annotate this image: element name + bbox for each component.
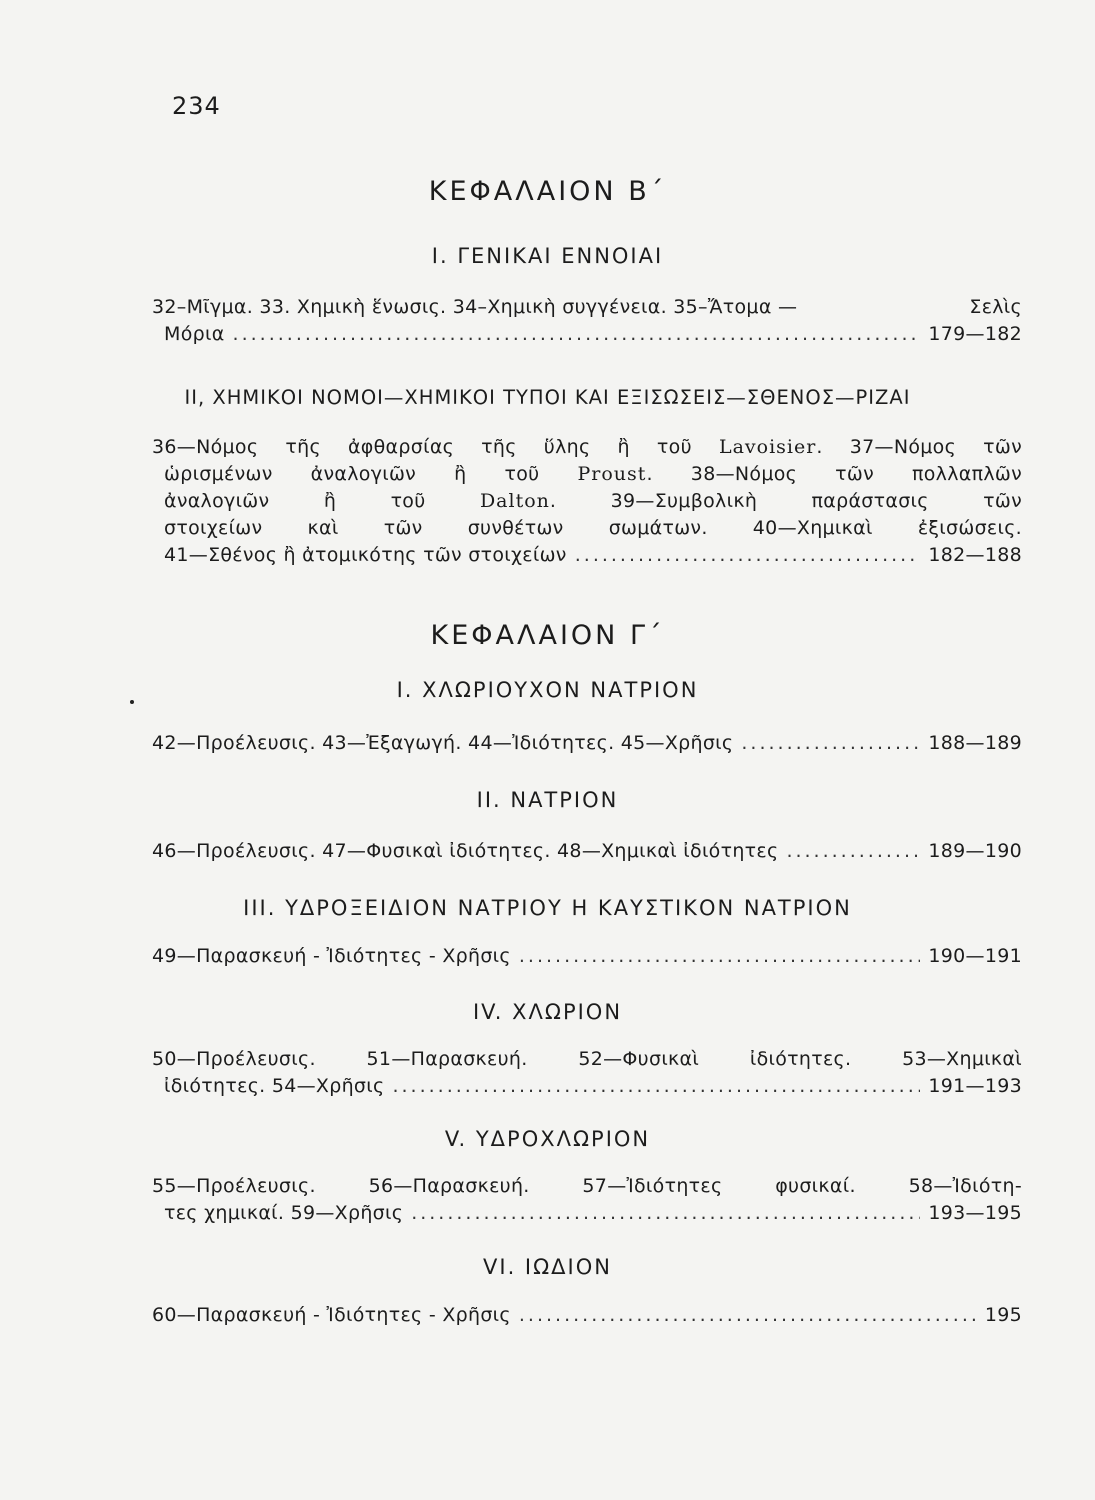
leader-dots (575, 542, 921, 569)
entry-line: ὡρισμένων ἀναλογιῶν ἢ τοῦ Proust. 38—Νόμος τῶν πολλαπλῶν (164, 463, 1022, 485)
entry-line: 36—Νόμος τῆς ἀφθαρσίας τῆς ὕλης ἢ τοῦ Lavoisier. 37—Νόμος τῶν (152, 436, 1022, 458)
page-range: 191—193 (928, 1075, 1022, 1097)
toc-entry (152, 434, 1022, 569)
leader-dots (233, 321, 921, 348)
toc-entry (152, 1173, 1022, 1227)
entry-line: 50—Προέλευσις. 51—Παρασκευή. 52—Φυσικαὶ ἰδιότητες. 53—Χημικαὶ (152, 1048, 1022, 1070)
entry-text: 41—Σθένος ἢ ἀτομικότης τῶν στοιχείων (164, 544, 567, 566)
entry-line: στοιχείων καὶ τῶν συνθέτων σωμάτων. 40—Χημικαὶ ἐξισώσεις. (164, 517, 1022, 539)
section-heading: ΙΙΙ. ΥΔΡΟΞΕΙΔΙΟΝ ΝΑΤΡΙΟΥ Η ΚΑΥΣΤΙΚΟΝ ΝΑΤΡΙΟΝ (243, 896, 852, 920)
entry-text: τες χημικαί. 59—Χρῆσις (164, 1202, 404, 1224)
section-heading: V. ΥΔΡΟΧΛΩΡΙΟΝ (444, 1127, 651, 1151)
section-heading: VI. ΙΩΔΙΟΝ (483, 1255, 612, 1279)
toc-entry (152, 1046, 1022, 1100)
page-range: 193—195 (928, 1202, 1022, 1224)
page-number: 234 (172, 92, 221, 120)
page-range: 189—190 (928, 840, 1022, 862)
leader-dots (411, 1200, 920, 1227)
leader-dots (519, 943, 920, 970)
entry-line: 55—Προέλευσις. 56—Παρασκευή. 57—Ἰδιότητες φυσικαί. 58—Ἰδιότη- (152, 1175, 1022, 1197)
section-heading: ΙΙ. ΝΑΤΡΙΟΝ (476, 788, 619, 812)
leader-dots (519, 1302, 977, 1329)
page-range: 195 (984, 1304, 1022, 1326)
entry-line: ἀναλογιῶν ἢ τοῦ Dalton. 39—Συμβολικὴ παράστασις τῶν (164, 490, 1022, 512)
page-range: 190—191 (928, 945, 1022, 967)
section-heading: Ι. ΓΕΝΙΚΑΙ ΕΝΝΟΙΑΙ (431, 244, 664, 268)
entry-text: 49—Παρασκευή - Ἰδιότητες - Χρῆσις (152, 945, 511, 967)
toc-entry (152, 1302, 1022, 1329)
entry-text: 32–Μῖγμα. 33. Χημικὴ ἕνωσις. 34–Χημικὴ συγγένεια. 35–Ἄτομα — (152, 296, 798, 318)
page-range: 179—182 (928, 323, 1022, 345)
leader-dots (741, 730, 920, 757)
toc-entry (152, 294, 1022, 348)
section-heading: IV. ΧΛΩΡΙΟΝ (472, 1000, 623, 1024)
entry-text: 42—Προέλευσις. 43—Ἐξαγωγή. 44—Ἰδιότητες. 45—Χρῆσις (152, 732, 734, 754)
entry-text: 46—Προέλευσις. 47—Φυσικαὶ ἰδιότητες. 48—Χημικαὶ ἰδιότητες (152, 840, 779, 862)
toc-entry (152, 838, 1022, 865)
entry-text: ἰδιότητες. 54—Χρῆσις (164, 1075, 385, 1097)
page-range: 182—188 (928, 544, 1022, 566)
toc-entry (152, 730, 1022, 757)
page-range: 188—189 (928, 732, 1022, 754)
entry-text: Μόρια (164, 323, 225, 345)
section-heading: ΙΙ, ΧΗΜΙΚΟΙ ΝΟΜΟΙ—ΧΗΜΙΚΟΙ ΤΥΠΟΙ ΚΑΙ ΕΞΙΣΩΣΕΙΣ—ΣΘΕΝΟΣ—ΡΙΖΑΙ (184, 386, 911, 409)
entry-text: 60—Παρασκευή - Ἰδιότητες - Χρῆσις (152, 1304, 511, 1326)
page-column-label: Σελὶς (969, 296, 1022, 318)
leader-dots (786, 838, 920, 865)
toc-entry (152, 943, 1022, 970)
leader-dots (392, 1073, 920, 1100)
section-heading: Ι. ΧΛΩΡΙΟΥΧΟΝ ΝΑΤΡΙΟΝ (396, 678, 699, 702)
chapter-title-c: ΚΕΦΑΛΑΙΟΝ Γ΄ (430, 620, 665, 651)
chapter-title-b: ΚΕΦΑΛΑΙΟΝ Β΄ (428, 176, 667, 207)
